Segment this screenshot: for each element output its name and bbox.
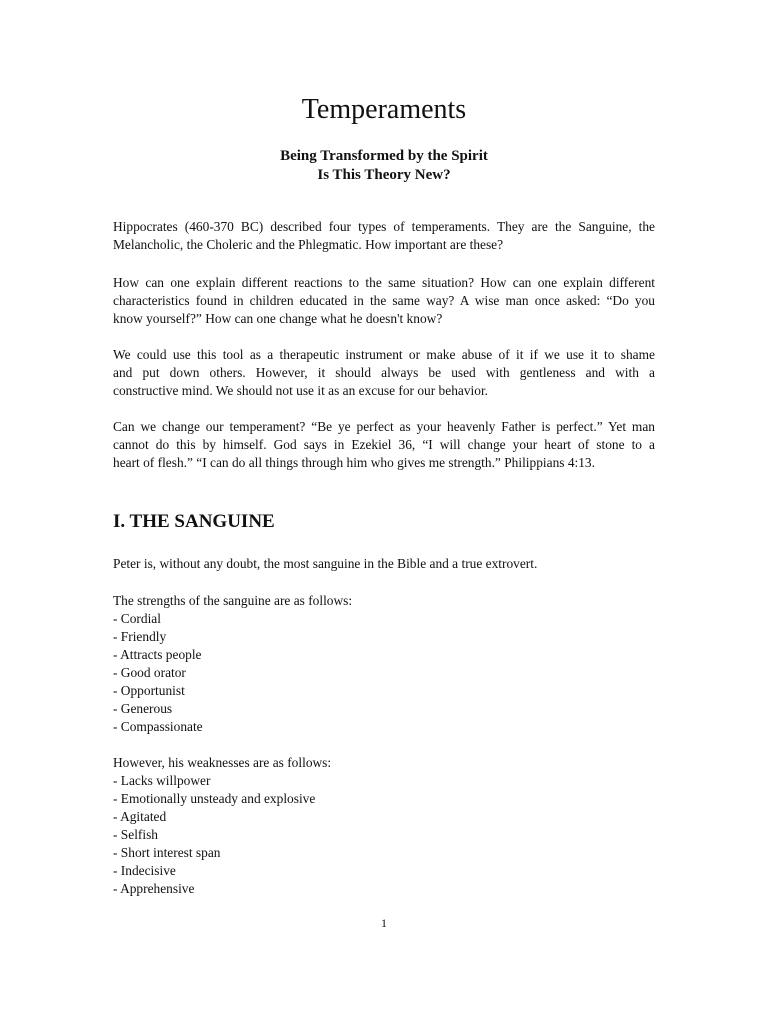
paragraph-2-line-2: characteristics found in children educated in the same way? A wise man once asked: “Do you bbox=[113, 293, 655, 308]
list-item: - Friendly bbox=[113, 629, 167, 644]
list-item: - Agitated bbox=[113, 809, 167, 824]
paragraph-3-line-3: constructive mind. We should not use it as an excuse for our behavior. bbox=[113, 383, 489, 398]
paragraph-3-line-2: and put down others. However, it should always be used with gentleness and with a bbox=[113, 365, 655, 380]
paragraph-4-line-3: heart of flesh.” “I can do all things through him who gives me strength.” Philippians 4:13. bbox=[113, 455, 595, 470]
list-item: - Cordial bbox=[113, 611, 161, 626]
subtitle-2: Is This Theory New? bbox=[317, 167, 451, 183]
page-title: Temperaments bbox=[301, 94, 467, 125]
list-item: - Lacks willpower bbox=[113, 773, 211, 788]
list-item: - Generous bbox=[113, 701, 173, 716]
paragraph-1-line-2: Melancholic, the Choleric and the Phlegmatic. How important are these? bbox=[113, 237, 504, 252]
list-item: - Emotionally unsteady and explosive bbox=[113, 791, 316, 806]
paragraph-1-line-1: Hippocrates (460-370 BC) described four types of temperaments. They are the Sanguine, the bbox=[113, 219, 655, 234]
paragraph-3 bbox=[113, 346, 655, 400]
weaknesses-list bbox=[113, 772, 655, 898]
paragraph-3-line-1: We could use this tool as a therapeutic instrument or make abuse of it if we use it to shame bbox=[113, 347, 655, 362]
section-heading-sanguine: I. THE SANGUINE bbox=[113, 511, 275, 532]
list-item: - Apprehensive bbox=[113, 881, 195, 896]
paragraph-2-line-3: know yourself?” How can one change what he doesn't know? bbox=[113, 311, 443, 326]
list-item: - Attracts people bbox=[113, 647, 202, 662]
strengths-list bbox=[113, 610, 655, 736]
list-item: - Opportunist bbox=[113, 683, 185, 698]
list-item: - Compassionate bbox=[113, 719, 203, 734]
sanguine-intro: Peter is, without any doubt, the most sanguine in the Bible and a true extrovert. bbox=[113, 556, 538, 571]
strengths-intro: The strengths of the sanguine are as follows: bbox=[113, 593, 353, 608]
subtitle-1: Being Transformed by the Spirit bbox=[280, 148, 488, 164]
weaknesses-intro: However, his weaknesses are as follows: bbox=[113, 755, 332, 770]
paragraph-4-line-1: Can we change our temperament? “Be ye perfect as your heavenly Father is perfect.” Yet man bbox=[113, 419, 655, 434]
list-item: - Good orator bbox=[113, 665, 186, 680]
paragraph-4-line-2: cannot do this by himself. God says in Ezekiel 36, “I will change your heart of stone to a bbox=[113, 437, 655, 452]
paragraph-2-line-1: How can one explain different reactions to the same situation? How can one explain different bbox=[113, 275, 655, 290]
list-item: - Indecisive bbox=[113, 863, 176, 878]
paragraph-4 bbox=[113, 418, 655, 472]
paragraph-2 bbox=[113, 274, 655, 328]
page-number: 1 bbox=[381, 916, 387, 930]
list-item: - Short interest span bbox=[113, 845, 221, 860]
paragraph-1 bbox=[113, 218, 655, 254]
list-item: - Selfish bbox=[113, 827, 159, 842]
